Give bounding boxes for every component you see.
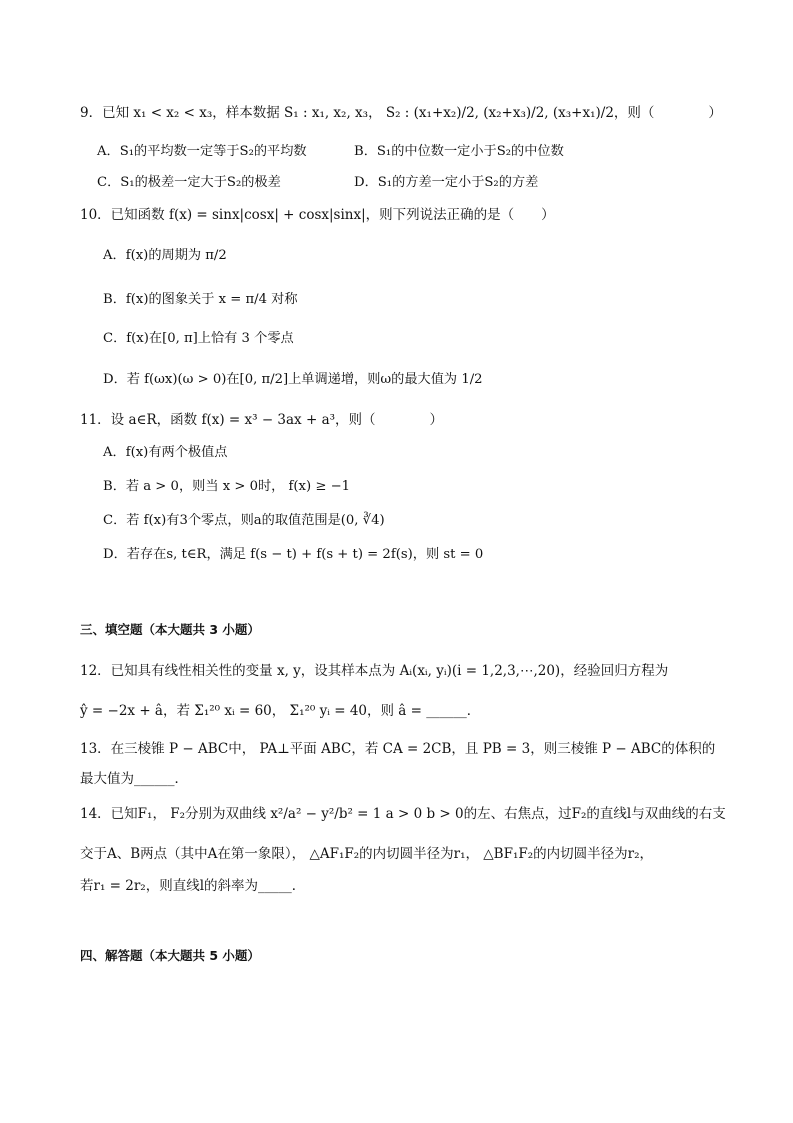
q13-line-2: 最大值为______． — [80, 771, 188, 787]
q10-option-d: D．若 f(ωx)(ω > 0)在[0, π/2]上单调递增，则ω的最大值为 1/2 — [103, 372, 483, 387]
section-fill-in-title: 三、填空题（本大题共 3 小题） — [80, 622, 260, 637]
q11-option-c: C．若 f(x)有3个零点，则a的取值范围是(0, ∛4) — [103, 513, 385, 528]
q10-option-b: B．f(x)的图象关于 x = π/4 对称 — [103, 292, 298, 307]
q9-stem: 9．已知 x₁ < x₂ < x₃，样本数据 S₁ : x₁, x₂, x₃， S₂ : (x₁+x₂)/2, (x₂+x₃)/2, (x₃+x₁)/2，则（ ） — [80, 105, 722, 121]
q12-line-2: ŷ = −2x + â，若 Σ₁²⁰ xᵢ = 60， Σ₁²⁰ yᵢ = 40，则 â = ______． — [80, 703, 481, 719]
q10-option-a: A．f(x)的周期为 π/2 — [103, 248, 227, 263]
q14-line-3: 若r₁ = 2r₂，则直线l的斜率为_____． — [80, 878, 306, 894]
q11-option-b: B．若 a > 0，则当 x > 0时， f(x) ≥ −1 — [103, 479, 351, 494]
q10-stem: 10．已知函数 f(x) = sinx|cosx| + cosx|sinx|，则下列说法正确的是（ ） — [80, 207, 555, 223]
q12-line-1: 12．已知具有线性相关性的变量 x, y，设其样本点为 Aᵢ(xᵢ, yᵢ)(i = 1,2,3,⋯,20)，经验回归方程为 — [80, 663, 669, 679]
q14-line-2: 交于A、B两点（其中A在第一象限）， △AF₁F₂的内切圆半径为r₁， △BF₁F₂的内切圆半径为r₂， — [80, 846, 654, 862]
q11-stem: 11．设 a∈R，函数 f(x) = x³ − 3ax + a³，则（ ） — [80, 412, 444, 428]
q11-option-a: A．f(x)有两个极值点 — [103, 445, 228, 460]
q10-option-c: C．f(x)在[0, π]上恰有 3 个零点 — [103, 331, 294, 346]
q11-option-d: D．若存在s, t∈R，满足 f(s − t) + f(s + t) = 2f(s)，则 st = 0 — [103, 547, 484, 562]
q9-option-d: D．S₁的方差一定小于S₂的方差 — [354, 175, 539, 190]
q9-option-c: C．S₁的极差一定大于S₂的极差 — [97, 175, 281, 190]
q9-option-a: A．S₁的平均数一定等于S₂的平均数 — [97, 144, 307, 159]
section-answer-title: 四、解答题（本大题共 5 小题） — [80, 948, 260, 963]
q14-line-1: 14．已知F₁， F₂分别为双曲线 x²/a² − y²/b² = 1 a > 0 b > 0的左、右焦点，过F₂的直线l与双曲线的右支 — [80, 806, 726, 822]
q9-option-b: B．S₁的中位数一定小于S₂的中位数 — [354, 144, 564, 159]
q13-line-1: 13．在三棱锥 P − ABC中， PA⊥平面 ABC，若 CA = 2CB，且 PB = 3，则三棱锥 P − ABC的体积的 — [80, 741, 716, 757]
